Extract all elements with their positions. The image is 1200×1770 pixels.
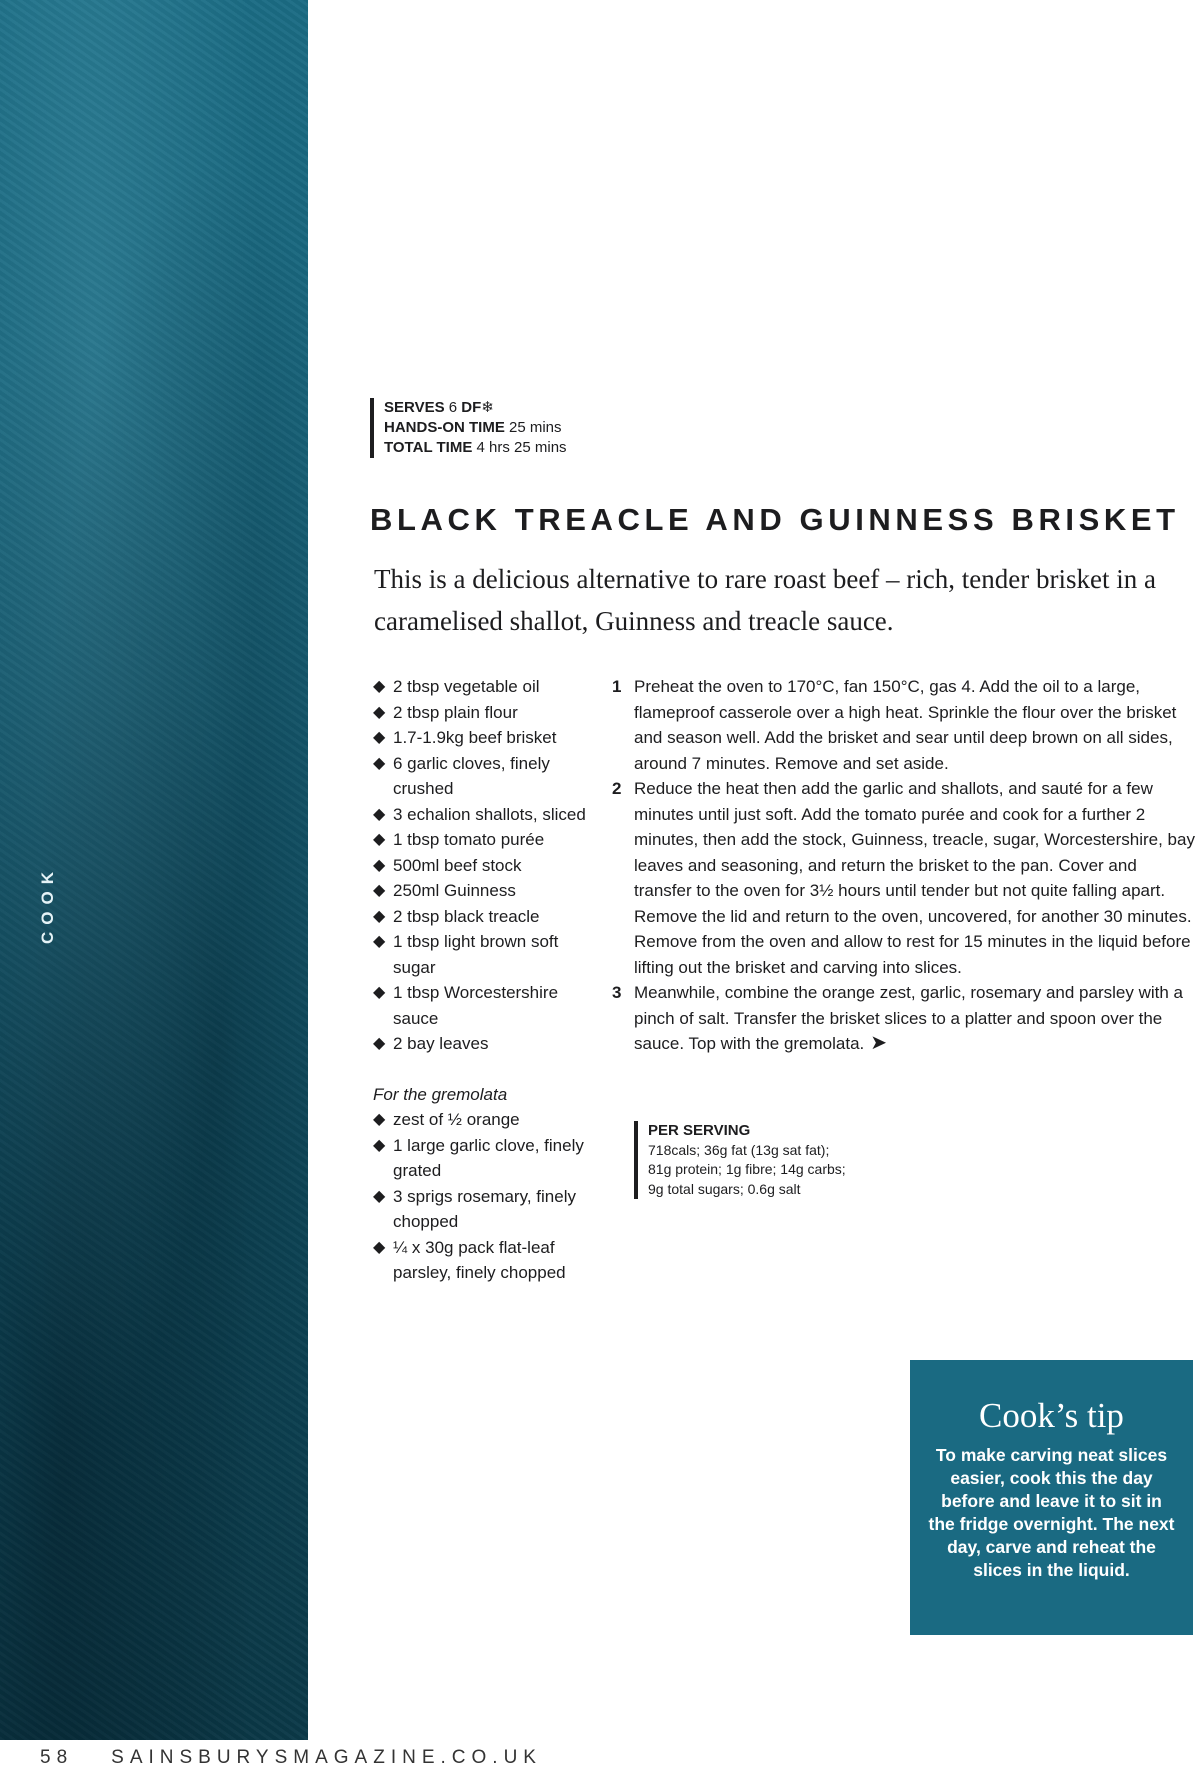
serves-line — [384, 398, 714, 418]
nutrition-heading: PER SERVING — [648, 1122, 751, 1139]
diamond-bullet-icon: ◆ — [373, 1187, 386, 1205]
ingredient-item — [373, 802, 603, 828]
ingredient-text: 500ml beef stock — [393, 855, 522, 875]
diamond-bullet-icon: ◆ — [373, 1035, 386, 1052]
ingredient-item — [373, 853, 603, 879]
ingredient-text: 2 bay leaves — [393, 1034, 489, 1053]
ingredient-item — [373, 1184, 603, 1235]
ingredient-item — [373, 1235, 603, 1286]
diamond-bullet-icon: ◆ — [373, 1238, 386, 1256]
ingredient-text: 1 tbsp Worcestershire sauce — [393, 983, 559, 1028]
diamond-bullet-icon: ◆ — [373, 754, 386, 772]
method-step — [612, 674, 1196, 776]
ingredient-item — [373, 1107, 603, 1133]
diamond-bullet-icon: ◆ — [373, 933, 386, 950]
ingredient-text: 6 garlic cloves, finely crushed — [393, 753, 550, 798]
diamond-bullet-icon: ◆ — [373, 703, 386, 721]
ingredient-item — [373, 725, 603, 751]
ingredient-item — [373, 980, 603, 1031]
ingredient-item — [373, 751, 603, 802]
nutrition-line: 81g protein; 1g fibre; 14g carbs; — [648, 1161, 846, 1177]
step-number: 3 — [612, 983, 622, 1002]
ingredients-list — [373, 674, 603, 1286]
ingredient-item — [373, 674, 603, 700]
ingredient-text: 250ml Guinness — [393, 881, 516, 900]
textured-teal-sidebar — [0, 0, 308, 1740]
recipe-title: BLACK TREACLE AND GUINNESS BRISKET — [370, 502, 1180, 537]
page-footer — [40, 1747, 542, 1769]
cooks-tip-body: To make carving neat slices easier, cook this the day before and leave it to sit in the fridge overnight. The next day, carve and reheat the slices in the liquid. — [928, 1445, 1175, 1580]
diamond-bullet-icon: ◆ — [373, 831, 386, 848]
ingredient-text: 2 tbsp plain flour — [393, 702, 518, 722]
snowflake-icon: ❄ — [481, 399, 494, 416]
ingredient-text: 1 large garlic clove, finely grated — [393, 1135, 584, 1180]
ingredient-item — [373, 827, 603, 853]
step-text: Reduce the heat then add the garlic and shallots, and sauté for a few minutes until just soft. Add the tomato purée and cook for a further 2 minutes, then add the stock, Guinness, treacle, sugar, Worcestershire, bay leaves and seasoning, and return the brisket to the pan. Cover and transfer to the oven for 3½ hours until tender but not quite falling apart. Remove the lid and return to the oven, uncovered, for another 30 minutes. Remove from the oven and allow to rest for 15 minutes in the liquid before lifting out the brisket and carving into slices. — [634, 779, 1195, 977]
hands-on-value: 25 mins — [509, 419, 562, 436]
step-number: 2 — [612, 779, 622, 798]
ingredient-text: 2 tbsp vegetable oil — [393, 677, 540, 696]
section-label: COOK — [38, 865, 57, 945]
ingredient-item — [373, 1133, 603, 1184]
ingredient-item — [373, 904, 603, 930]
diamond-bullet-icon: ◆ — [373, 856, 386, 874]
ingredient-text: ¼ x 30g pack flat-leaf parsley, finely chopped — [393, 1237, 566, 1282]
nutrition-line: 718cals; 36g fat (13g sat fat); — [648, 1141, 830, 1158]
ingredient-text: 1.7-1.9kg beef brisket — [393, 728, 557, 747]
serves-label: SERVES — [384, 399, 445, 416]
hands-on-label: HANDS-ON TIME — [384, 419, 505, 436]
step-text: Preheat the oven to 170°C, fan 150°C, gas 4. Add the oil to a large, flameproof casserole over a high heat. Sprinkle the flour over the brisket and season well. Add the brisket and sear until deep brown on all sides, around 7 minutes. Remove and set aside. — [634, 677, 1177, 773]
ingredient-text: 1 tbsp tomato purée — [393, 830, 545, 849]
nutrition-line: 9g total sugars; 0.6g salt — [648, 1180, 801, 1197]
cooks-tip-title: Cook’s tip — [979, 1396, 1124, 1435]
ingredient-text: 3 echalion shallots, sliced — [393, 804, 586, 824]
method-steps — [612, 674, 1196, 1057]
ingredient-item — [373, 700, 603, 726]
diamond-bullet-icon: ◆ — [373, 678, 386, 695]
gremolata-heading: For the gremolata — [373, 1084, 508, 1104]
diamond-bullet-icon: ◆ — [373, 1111, 386, 1128]
recipe-meta — [370, 398, 714, 458]
page-number: 58 — [40, 1747, 74, 1768]
diamond-bullet-icon: ◆ — [373, 1136, 386, 1154]
ingredient-text: zest of ½ orange — [393, 1110, 520, 1129]
cooks-tip-box — [910, 1360, 1193, 1635]
continue-arrow-icon: ➤ — [870, 1032, 888, 1054]
ingredient-item — [373, 1031, 603, 1057]
recipe-intro: This is a delicious alternative to rare roast beef – rich, tender brisket in a caramelised shallot, Guinness and treacle sauce. — [374, 564, 1156, 636]
dietary-badge: DF — [461, 399, 482, 416]
step-number: 1 — [612, 677, 622, 696]
method-step — [612, 980, 1196, 1057]
footer-site: SAINSBURYSMAGAZINE.CO.UK — [111, 1747, 542, 1768]
total-time-line — [384, 438, 714, 458]
ingredient-text: 1 tbsp light brown soft sugar — [393, 932, 559, 977]
diamond-bullet-icon: ◆ — [373, 907, 386, 925]
ingredient-item — [373, 929, 603, 980]
ingredient-text: 3 sprigs rosemary, finely chopped — [393, 1186, 576, 1231]
ingredient-text: 2 tbsp black treacle — [393, 906, 540, 926]
total-time-label: TOTAL TIME — [384, 439, 473, 456]
diamond-bullet-icon: ◆ — [373, 729, 386, 746]
diamond-bullet-icon: ◆ — [373, 984, 386, 1001]
hands-on-line — [384, 418, 714, 438]
method-step — [612, 776, 1196, 980]
ingredient-item — [373, 878, 603, 904]
serves-value: 6 — [448, 399, 458, 416]
diamond-bullet-icon: ◆ — [373, 805, 386, 823]
total-time-value: 4 hrs 25 mins — [476, 439, 567, 456]
nutrition-panel — [634, 1121, 938, 1199]
step-text: Meanwhile, combine the orange zest, garlic, rosemary and parsley with a pinch of salt. Transfer the brisket slices to a platter and spoon over the sauce. Top with the gremolata. — [634, 983, 1183, 1053]
diamond-bullet-icon: ◆ — [373, 882, 386, 899]
